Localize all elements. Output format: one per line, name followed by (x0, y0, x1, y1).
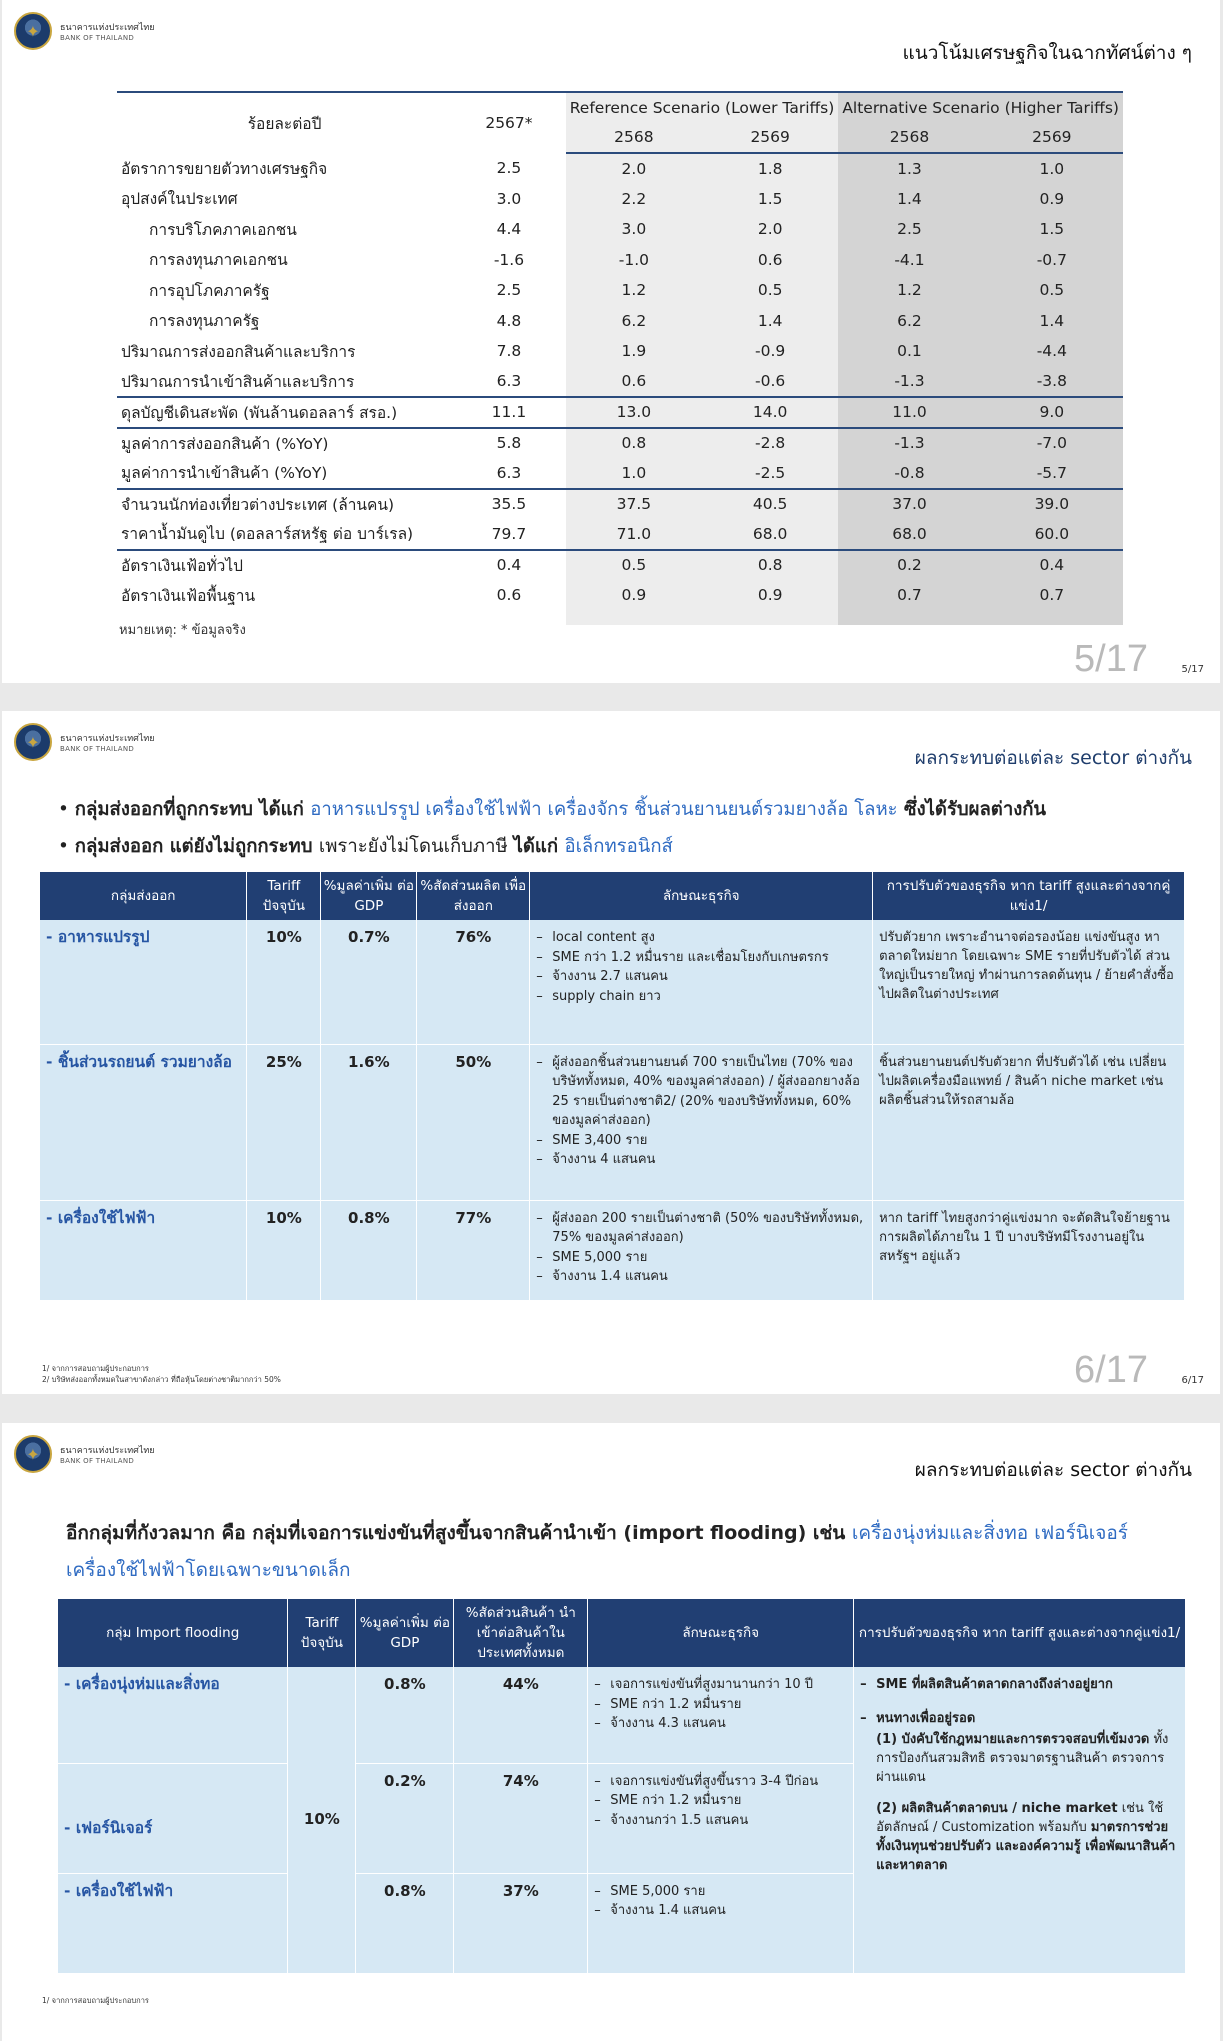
table-row (117, 519, 1123, 550)
cell-value: 1.9 (566, 336, 702, 367)
cell-value: 2.5 (496, 159, 522, 178)
cell-value: 1.3 (838, 153, 980, 184)
adjust-option-1: (1) บังคับใช้กฎหมายและการตรวจสอบที่เข้มงวด ทั้งการป้องกันสวมสิทธิ ตรวจมาตรฐานสินค้า ตรวจการผ่านแดน (876, 1732, 1169, 1785)
bot-logo (14, 1435, 155, 1473)
header-reference-scenario: Reference Scenario (Lower Tariffs) (566, 92, 839, 123)
table-row (117, 306, 1123, 337)
sector-name: - อาหารแปรรูป (40, 920, 247, 1044)
sector-name: - เครื่องนุ่งห่มและสิ่งทอ (58, 1667, 288, 1763)
table-row (117, 184, 1123, 215)
gdp-share-value: 0.2% (356, 1763, 454, 1873)
table-row (117, 153, 1123, 184)
footnote: 1/ จากการสอบถามผู้ประกอบการ (42, 1364, 149, 1373)
row-label: การลงทุนภาคเอกชน (149, 251, 288, 270)
cell-value: 60.0 (981, 519, 1123, 550)
logo-english-name: BANK OF THAILAND (60, 1457, 135, 1465)
business-adjustment: หาก tariff ไทยสูงกว่าคู่แข่งมาก จะตัดสินใจย้ายฐานการผลิตได้ภายใน 1 ปี บางบริษัทมีโรงงานอยู่ในสหรัฐฯ อยู่แล้ว (873, 1200, 1185, 1300)
cell-value: 40.5 (702, 489, 838, 520)
adjust-option-2: (2) ผลิตสินค้าตลาดบน / niche market เช่น ใช้อัตลักษณ์ / Customization พร้อมกับ มาตรการช่วยทั้งเงินทุนช่วยปรับตัว และองค์ความรู้ เพื่อพัฒนาสินค้าและหาตลาด (876, 1801, 1176, 1873)
cell-value: 1.0 (981, 153, 1123, 184)
import-share-value: 74% (454, 1763, 588, 1873)
bot-seal-icon: ✦ (14, 1435, 52, 1473)
cell-value: 39.0 (981, 489, 1123, 520)
tariff-value: 10% (247, 920, 321, 1044)
logo-english-name: BANK OF THAILAND (60, 745, 135, 753)
col-header: การปรับตัวของธุรกิจ หาก tariff สูงและต่างจากคู่แข่ง1/ (854, 1599, 1186, 1667)
adjust-point: – หนทางเพื่ออยู่รอด (860, 1709, 1179, 1729)
cell-value: 1.8 (702, 153, 838, 184)
logo-english-name: BANK OF THAILAND (60, 34, 135, 42)
cell-value: 1.2 (566, 275, 702, 306)
table-row (117, 428, 1123, 459)
cell-value: -1.3 (838, 428, 980, 459)
logo-thai-name: ธนาคารแห่งประเทศไทย (60, 23, 155, 33)
cell-value: 35.5 (452, 489, 566, 520)
import-row (58, 1667, 1186, 1763)
row-label: ดุลบัญชีเดินสะพัด (พันล้านดอลลาร์ สรอ.) (117, 397, 452, 428)
footnote: 1/ จากการสอบถามผู้ประกอบการ (42, 1996, 149, 2005)
cell-value: 1.5 (702, 184, 838, 215)
bullet-unaffected-exports: • กลุ่มส่งออก แต่ยังไม่ถูกกระทบ เพราะยังไม่โดนเก็บภาษี ได้แก่ อิเล็กทรอนิกส์ (58, 836, 673, 857)
trait-item: – SME 3,400 ราย (536, 1131, 866, 1151)
import-flooding-table (58, 1599, 1186, 1974)
trait-item: – จ้างงานกว่า 1.5 แสนคน (594, 1811, 847, 1831)
row-label: อัตราเงินเฟ้อทั่วไป (117, 550, 452, 581)
row-label: มูลค่าการนำเข้าสินค้า (%YoY) (121, 464, 328, 483)
cell-value: 0.8 (702, 550, 838, 581)
cell-value: 0.2 (838, 550, 980, 581)
bullet-affected-exports: • กลุ่มส่งออกที่ถูกกระทบ ได้แก่ อาหารแปรรูป เครื่องใช้ไฟฟ้า เครื่องจักร ชิ้นส่วนยานยนต์รวมยางล้อ โลหะ ซึ่งได้รับผลต่างกัน (58, 799, 1047, 820)
cell-value: -4.4 (981, 336, 1123, 367)
trait-item: – local content สูง (536, 928, 866, 948)
cell-value: 9.0 (981, 397, 1123, 428)
export-share-value: 50% (417, 1044, 530, 1200)
cell-value: 11.0 (838, 397, 980, 428)
cell-value: 68.0 (702, 519, 838, 550)
cell-value: -5.7 (981, 458, 1123, 489)
cell-value: 2.5 (496, 281, 522, 300)
tariff-value: 25% (247, 1044, 321, 1200)
cell-value: 7.8 (496, 342, 522, 361)
gdp-share-value: 0.7% (321, 920, 417, 1044)
table-row (117, 367, 1123, 398)
cell-value: 1.4 (981, 306, 1123, 337)
page-number-small: 5/17 (1181, 664, 1204, 675)
page-number: 6/17 (1074, 1349, 1148, 1391)
macro-forecast-table (117, 91, 1123, 625)
table-row (117, 580, 1123, 611)
business-traits (588, 1763, 854, 1873)
cell-value: 3.0 (496, 189, 522, 208)
row-label: ปริมาณการส่งออกสินค้าและบริการ (121, 342, 356, 361)
cell-value: 0.7 (838, 580, 980, 611)
sector-name: - เครื่องใช้ไฟฟ้า (40, 1200, 247, 1300)
cell-value: -1.3 (838, 367, 980, 398)
import-share-value: 44% (454, 1667, 588, 1763)
adjust-point: – SME ที่ผลิตสินค้าตลาดกลางถึงล่างอยู่ยาก (860, 1675, 1179, 1695)
bot-seal-icon: ✦ (14, 12, 52, 50)
cell-value: 71.0 (566, 519, 702, 550)
business-traits (588, 1873, 854, 1973)
header-unit: ร้อยละต่อปี (117, 92, 452, 153)
trait-item: – จ้างงาน 4 แสนคน (536, 1150, 866, 1170)
header-alternative-scenario: Alternative Scenario (Higher Tariffs) (838, 92, 1123, 123)
cell-value: 2.2 (566, 184, 702, 215)
business-traits (530, 1200, 873, 1300)
header-year: 2568 (566, 123, 702, 154)
slide-import-flooding (2, 1423, 1220, 2041)
bot-seal-icon: ✦ (14, 723, 52, 761)
trait-item: – เจอการแข่งขันที่สูงมานานกว่า 10 ปี (594, 1675, 847, 1695)
header-year: 2568 (838, 123, 980, 154)
export-share-value: 76% (417, 920, 530, 1044)
col-header: %สัดส่วนสินค้า นำเข้าต่อสินค้าใน ประเทศทั้งหมด (454, 1599, 588, 1667)
col-header: %มูลค่าเพิ่ม ต่อ GDP (356, 1599, 454, 1667)
cell-value: 0.6 (702, 245, 838, 276)
spacer-cell (702, 611, 838, 625)
logo-thai-name: ธนาคารแห่งประเทศไทย (60, 734, 155, 744)
row-label: อัตราการขยายตัวทางเศรษฐกิจ (121, 159, 328, 178)
cell-value: 2.5 (838, 214, 980, 245)
col-header: กลุ่ม Import flooding (58, 1599, 288, 1667)
col-header: ลักษณะธุรกิจ (588, 1599, 854, 1667)
page-number: 5/17 (1074, 638, 1148, 680)
table-row (117, 458, 1123, 489)
cell-value: -0.8 (838, 458, 980, 489)
bot-logo (14, 723, 155, 761)
slide-title: ผลกระทบต่อแต่ละ sector ต่างกัน (914, 747, 1192, 769)
trait-item: – SME กว่า 1.2 หมื่นราย และเชื่อมโยงกับเกษตรกร (536, 948, 866, 968)
col-header: %มูลค่าเพิ่ม ต่อ GDP (321, 872, 417, 920)
header-base-year: 2567* (452, 92, 566, 153)
cell-value: 4.4 (496, 220, 522, 239)
sector-name: - ชิ้นส่วนรถยนต์ รวมยางล้อ (40, 1044, 247, 1200)
table-row (117, 214, 1123, 245)
trait-item: – SME กว่า 1.2 หมื่นราย (594, 1695, 847, 1715)
row-label: การอุปโภคภาครัฐ (149, 281, 270, 300)
cell-value: -0.7 (981, 245, 1123, 276)
cell-value: 0.9 (702, 580, 838, 611)
business-adjustment: ปรับตัวยาก เพราะอำนาจต่อรองน้อย แข่งขันสูง หาตลาดใหม่ยาก โดยเฉพาะ SME รายที่ปรับตัวได้ ส่วนใหญ่เป็นรายใหญ่ ทำผ่านการลดต้นทุน / ย้ายคำสั่งซื้อไปผลิตในต่างประเทศ (873, 920, 1185, 1044)
bot-logo (14, 12, 155, 50)
trait-item: – จ้างงาน 1.4 แสนคน (536, 1267, 866, 1287)
cell-value: 0.7 (981, 580, 1123, 611)
sector-name: - เครื่องใช้ไฟฟ้า (58, 1873, 288, 1973)
business-traits (530, 1044, 873, 1200)
row-label: ราคาน้ำมันดูไบ (ดอลลาร์สหรัฐ ต่อ บาร์เรล) (121, 525, 414, 544)
col-header: กลุ่มส่งออก (40, 872, 247, 920)
gdp-share-value: 1.6% (321, 1044, 417, 1200)
trait-item: – ผู้ส่งออกชิ้นส่วนยานยนต์ 700 รายเป็นไทย (70% ของบริษัททั้งหมด, 40% ของมูลค่าส่งออก) / ผู้ส่งออกยางล้อ 25 รายเป็นต่างชาติ2/ (20% ของบริษัททั้งหมด, 60% ของมูลค่าส่งออก) (536, 1053, 866, 1131)
cell-value: 2.0 (566, 153, 702, 184)
cell-value: 79.7 (491, 524, 527, 543)
cell-value: 0.4 (981, 550, 1123, 581)
cell-value: 1.2 (838, 275, 980, 306)
footnote: 2/ บริษัทส่งออกทั้งหมดในสาขาดังกล่าว ที่ถือหุ้นโดยต่างชาติมากกว่า 50% (42, 1375, 281, 1384)
table-row (117, 275, 1123, 306)
cell-value: 68.0 (838, 519, 980, 550)
sector-row (40, 920, 1185, 1044)
cell-value: -1.0 (566, 245, 702, 276)
spacer-cell (981, 611, 1123, 625)
cell-value: -0.6 (702, 367, 838, 398)
export-sector-table (40, 872, 1185, 1301)
col-header: Tariff ปัจจุบัน (247, 872, 321, 920)
cell-value: 2.0 (702, 214, 838, 245)
gdp-share-value: 0.8% (321, 1200, 417, 1300)
cell-value: -2.8 (702, 428, 838, 459)
slide-title: ผลกระทบต่อแต่ละ sector ต่างกัน (914, 1459, 1192, 1481)
cell-value: 4.8 (496, 311, 522, 330)
cell-value: 5.8 (452, 428, 566, 459)
sector-row (40, 1044, 1185, 1200)
cell-value: -0.9 (702, 336, 838, 367)
cell-value: 3.0 (566, 214, 702, 245)
table-note: หมายเหตุ: * ข้อมูลจริง (119, 623, 246, 638)
cell-value: 6.2 (566, 306, 702, 337)
page-number-small: 6/17 (1181, 1375, 1204, 1386)
business-adjustment: ชิ้นส่วนยานยนต์ปรับตัวยาก ที่ปรับตัวได้ เช่น เปลี่ยนไปผลิตเครื่องมือแพทย์ / สินค้า niche market เช่น ผลิตชิ้นส่วนให้รถสามล้อ (873, 1044, 1185, 1200)
cell-value: 1.0 (566, 458, 702, 489)
cell-value: 1.5 (981, 214, 1123, 245)
trait-item: – supply chain ยาว (536, 987, 866, 1007)
import-share-value: 37% (454, 1873, 588, 1973)
table-row (117, 397, 1123, 428)
cell-value: 37.5 (566, 489, 702, 520)
row-label: จำนวนนักท่องเที่ยวต่างประเทศ (ล้านคน) (117, 489, 452, 520)
cell-value: 0.9 (981, 184, 1123, 215)
business-traits (530, 920, 873, 1044)
row-label: การลงทุนภาครัฐ (149, 312, 260, 331)
cell-value: -2.5 (702, 458, 838, 489)
trait-item: – SME กว่า 1.2 หมื่นราย (594, 1791, 847, 1811)
gdp-share-value: 0.8% (356, 1667, 454, 1763)
cell-value: 0.5 (981, 275, 1123, 306)
row-label: อัตราเงินเฟ้อพื้นฐาน (121, 586, 256, 605)
export-share-value: 77% (417, 1200, 530, 1300)
table-row (117, 245, 1123, 276)
table-row (117, 489, 1123, 520)
trait-item: – ผู้ส่งออก 200 รายเป็นต่างชาติ (50% ของบริษัททั้งหมด, 75% ของมูลค่าส่งออก) (536, 1209, 866, 1248)
business-traits (588, 1667, 854, 1763)
slide-export-sector-impact (2, 711, 1220, 1394)
intro-text: อีกกลุ่มที่กังวลมาก คือ กลุ่มที่เจอการแข่งขันที่สูงขึ้นจากสินค้านำเข้า (import flooding) เช่น เครื่องนุ่งห่มและสิ่งทอ เฟอร์นิเจอร์ เครื่องใช้ไฟฟ้าโดยเฉพาะขนาดเล็ก (66, 1522, 1129, 1581)
col-header: %สัดส่วนผลิต เพื่อส่งออก (417, 872, 530, 920)
col-header: การปรับตัวของธุรกิจ หาก tariff สูงและต่างจากคู่แข่ง1/ (873, 872, 1185, 920)
footnotes (42, 1363, 281, 1385)
cell-value: -4.1 (838, 245, 980, 276)
cell-value: 0.8 (566, 428, 702, 459)
trait-item: – จ้างงาน 2.7 แสนคน (536, 967, 866, 987)
spacer-cell (566, 611, 702, 625)
cell-value: 14.0 (702, 397, 838, 428)
trait-item: – SME 5,000 ราย (536, 1248, 866, 1268)
bullet-list (58, 791, 1046, 865)
col-header: Tariff ปัจจุบัน (288, 1599, 356, 1667)
cell-value: 0.4 (452, 550, 566, 581)
trait-item: – จ้างงาน 4.3 แสนคน (594, 1714, 847, 1734)
cell-value: 0.9 (566, 580, 702, 611)
table-row (117, 336, 1123, 367)
row-label: การบริโภคภาคเอกชน (149, 220, 297, 239)
trait-item: – จ้างงาน 1.4 แสนคน (594, 1901, 847, 1921)
sector-row (40, 1200, 1185, 1300)
cell-value: 0.5 (702, 275, 838, 306)
cell-value: 6.3 (496, 372, 522, 391)
spacer-cell (838, 611, 980, 625)
cell-value: 6.2 (838, 306, 980, 337)
gdp-share-value: 0.8% (356, 1873, 454, 1973)
trait-item: – SME 5,000 ราย (594, 1882, 847, 1902)
cell-value: -3.8 (981, 367, 1123, 398)
sector-name: - เฟอร์นิเจอร์ (58, 1763, 288, 1873)
cell-value: 0.6 (496, 586, 522, 605)
slide-economic-outlook (2, 0, 1220, 683)
trait-item: – เจอการแข่งขันที่สูงขึ้นราว 3-4 ปีก่อน (594, 1772, 847, 1792)
cell-value: 6.3 (496, 463, 522, 482)
cell-value: 0.6 (566, 367, 702, 398)
cell-value: 13.0 (566, 397, 702, 428)
row-label: อุปสงค์ในประเทศ (121, 190, 238, 209)
tariff-value: 10% (247, 1200, 321, 1300)
cell-value: -1.6 (493, 250, 525, 269)
cell-value: 1.4 (838, 184, 980, 215)
header-year: 2569 (981, 123, 1123, 154)
row-label: ปริมาณการนำเข้าสินค้าและบริการ (121, 372, 355, 391)
slide-title: แนวโน้มเศรษฐกิจในฉากทัศน์ต่าง ๆ (902, 42, 1192, 64)
cell-value: -7.0 (981, 428, 1123, 459)
spacer-cell (452, 611, 566, 625)
business-adjustment (854, 1667, 1186, 1973)
logo-thai-name: ธนาคารแห่งประเทศไทย (60, 1446, 155, 1456)
cell-value: 0.5 (566, 550, 702, 581)
header-year: 2569 (702, 123, 838, 154)
cell-value: 11.1 (452, 397, 566, 428)
row-label: มูลค่าการส่งออกสินค้า (%YoY) (117, 428, 452, 459)
cell-value: 1.4 (702, 306, 838, 337)
tariff-value: 10% (288, 1667, 356, 1973)
table-spacer-row (117, 611, 1123, 625)
cell-value: 37.0 (838, 489, 980, 520)
cell-value: 0.1 (838, 336, 980, 367)
col-header: ลักษณะธุรกิจ (530, 872, 873, 920)
table-row (117, 550, 1123, 581)
